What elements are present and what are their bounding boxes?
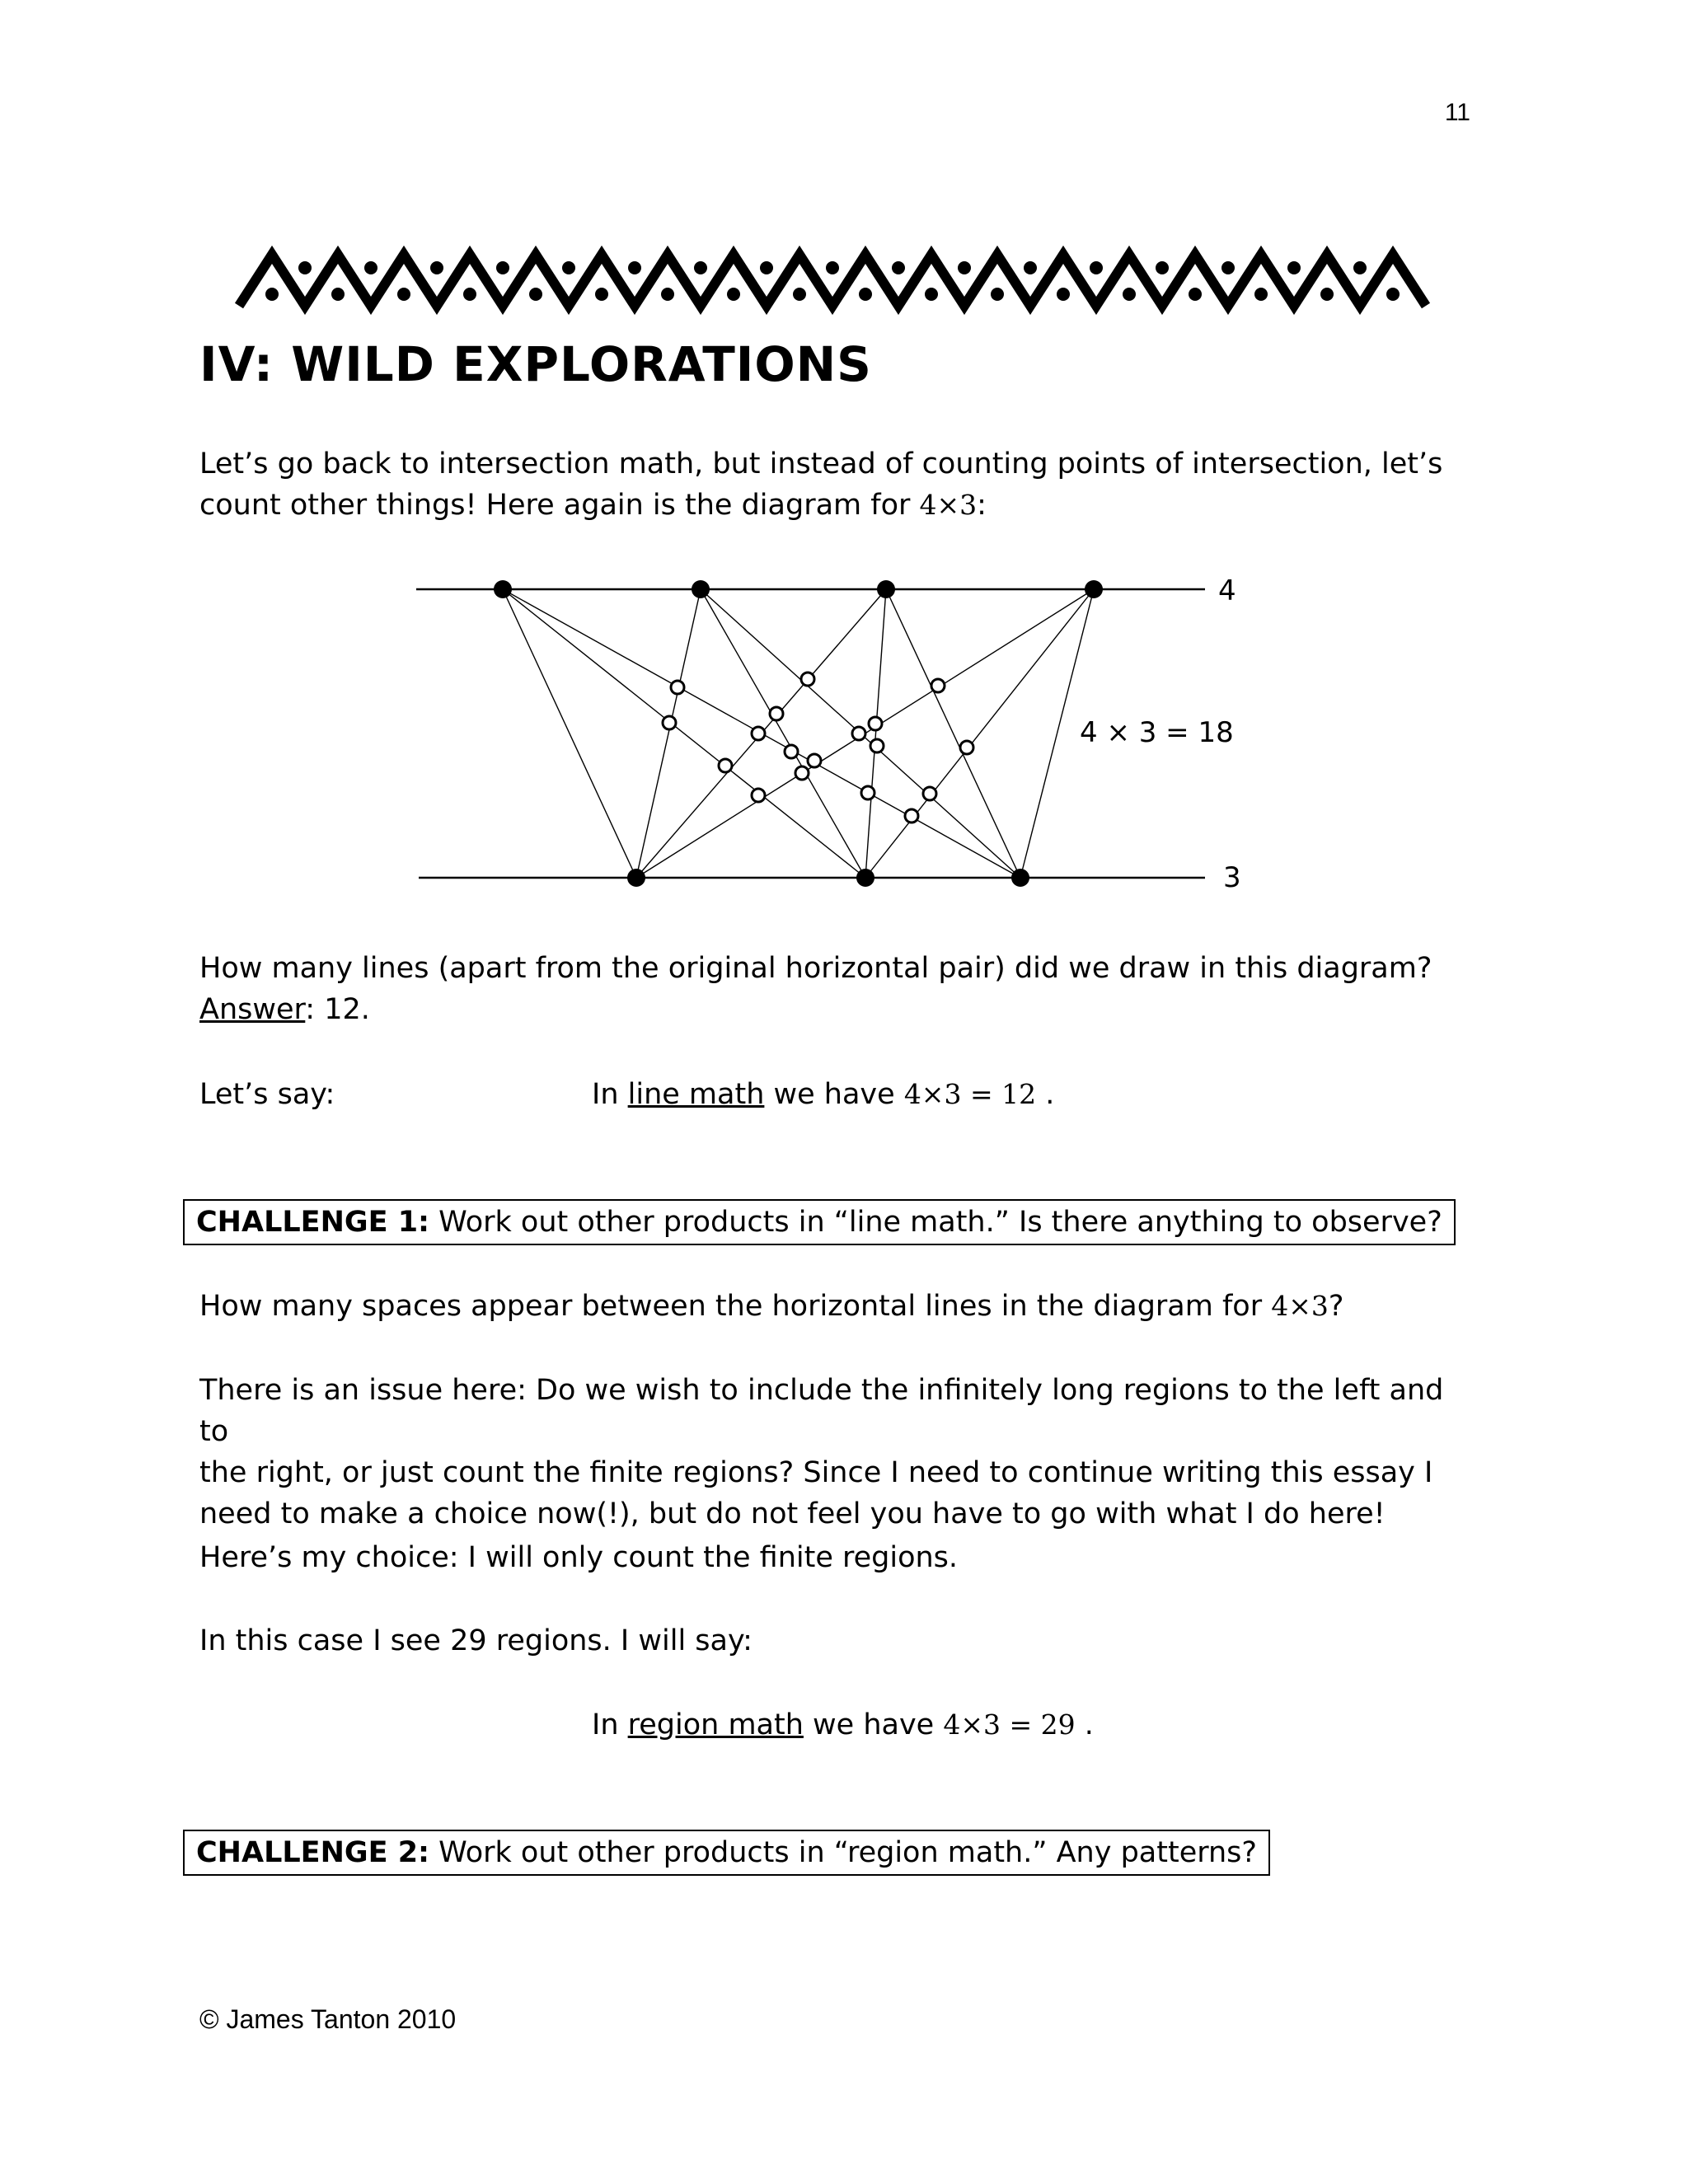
spaces-question-end: ?: [1328, 1290, 1344, 1323]
line-math-term: line math: [627, 1078, 765, 1111]
lines-question-text: How many lines (apart from the original horizontal pair) did we draw in this diagram?: [199, 952, 1432, 985]
line-math-lead: Let’s say:: [199, 1078, 335, 1111]
line-math-middle: we have: [764, 1078, 904, 1111]
intro-math: 4×3: [919, 489, 978, 521]
region-math-term: region math: [627, 1708, 804, 1741]
challenge-1-box: [183, 1199, 1456, 1245]
section-title: IV: WILD EXPLORATIONS: [199, 336, 872, 392]
top-line-label: 4: [1218, 574, 1236, 607]
intersection-diagram: [412, 569, 1269, 898]
spaces-question-math: 4×3: [1271, 1290, 1329, 1322]
challenge-1-label: CHALLENGE 1:: [196, 1206, 430, 1239]
line-math-prefix: In: [592, 1078, 628, 1111]
line-math-statement: [592, 1074, 1334, 1115]
line-math-equation: 4×3 = 12: [903, 1078, 1037, 1110]
region-math-equation: 4×3 = 29: [943, 1708, 1076, 1741]
zigzag-divider-icon: [231, 235, 1434, 326]
diagram-equation: 4 × 3 = 18: [1080, 716, 1234, 749]
challenge-2-label: CHALLENGE 2:: [196, 1836, 430, 1869]
region-math-statement: [592, 1704, 1334, 1746]
issue-paragraph: [199, 1370, 1469, 1535]
challenge-1-text: Work out other products in “line math.” Is there anything to observe?: [429, 1206, 1442, 1239]
regions-count-paragraph: In this case I see 29 regions. I will say:: [199, 1624, 753, 1657]
issue-line-3: need to make a choice now(!), but do not feel you have to go with what I do here!: [199, 1497, 1386, 1530]
copyright: © James Tanton 2010: [199, 2004, 457, 2034]
intro-line-2: count other things! Here again is the diagram for: [199, 489, 920, 522]
intro-line-2-end: :: [977, 489, 987, 522]
spaces-question-text: How many spaces appear between the horizontal lines in the diagram for: [199, 1290, 1272, 1323]
line-math-end: .: [1036, 1078, 1055, 1111]
page-number: 11: [1444, 99, 1470, 126]
bottom-line-label: 3: [1223, 861, 1241, 894]
region-math-prefix: In: [592, 1708, 628, 1741]
answer-label: Answer: [199, 993, 306, 1026]
region-math-end: .: [1075, 1708, 1094, 1741]
issue-line-2: the right, or just count the finite regions? Since I need to continue writing this essay I: [199, 1456, 1433, 1489]
issue-line-1: There is an issue here: Do we wish to include the infinitely long regions to the left and to: [199, 1374, 1444, 1448]
challenge-2-box: [183, 1830, 1270, 1876]
answer-value: : 12.: [305, 993, 370, 1026]
challenge-2-text: Work out other products in “region math.” Any patterns?: [429, 1836, 1257, 1869]
intro-line-1: Let’s go back to intersection math, but instead of counting points of intersection, let’s: [199, 448, 1443, 480]
intro-paragraph: [199, 443, 1469, 526]
spaces-question: [199, 1286, 1469, 1327]
choice-paragraph: Here’s my choice: I will only count the finite regions.: [199, 1541, 959, 1574]
region-math-middle: we have: [803, 1708, 944, 1741]
lines-question: [199, 948, 1469, 1030]
